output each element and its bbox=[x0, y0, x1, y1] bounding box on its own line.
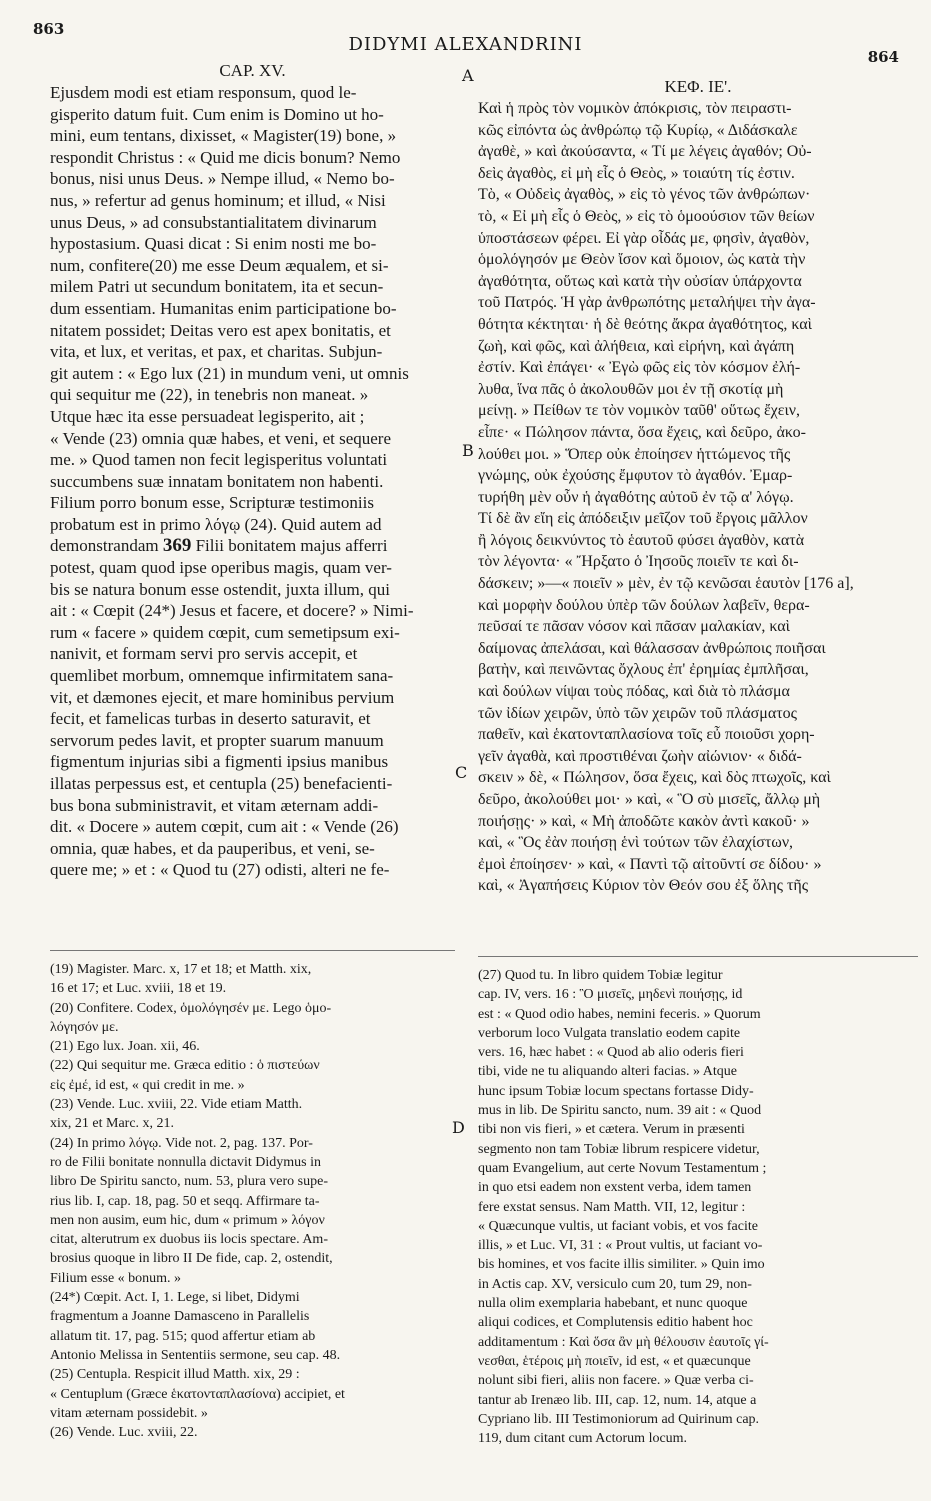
footnotes-right bbox=[478, 966, 918, 1448]
footnote-line: cap. IV, vers. 16 : Ὃ μισεῖς, μηδενὶ ποιήσῃς, id bbox=[478, 987, 743, 1003]
greek-line: λυθα, ἵνα πᾶς ὁ ἀκολουθῶν μοι ἐν τῇ σκοτίᾳ μὴ bbox=[478, 380, 784, 398]
greek-line: Τί δὲ ἂν εἴη εἰς ἀπόδειξιν μεῖζον τοῦ ἔργοις μᾶλλον bbox=[478, 510, 808, 528]
latin-line: illatas perpessus est, et centupla (25) benefacienti- bbox=[50, 774, 393, 793]
footnote-line: εἰς ἐμέ, id est, « qui credit in me. » bbox=[50, 1077, 245, 1093]
greek-line: πεῦσαί τε πᾶσαν νόσον καὶ πᾶσαν μαλακίαν, καὶ bbox=[478, 618, 790, 636]
footnote-line: (20) Confitere. Codex, ὁμολόγησέν με. Lego ὁμο- bbox=[50, 1000, 332, 1016]
greek-line: ζωὴ, καὶ φῶς, καὶ ἀλήθεια, καὶ εἰρήνη, καὶ ἀγάπη bbox=[478, 337, 795, 355]
margin-letter-a: A bbox=[462, 66, 474, 85]
greek-line: τοῦ Πατρός. Ἡ γὰρ ἀνθρωπότης μεταλήψει τὴν ἀγα- bbox=[478, 294, 816, 312]
page-number-left: 863 bbox=[33, 20, 65, 38]
greek-line: ἢ λόγοις δεικνύντος τὸ ἑαυτοῦ φύσει ἀγαθὸν, κατὰ bbox=[478, 531, 805, 549]
greek-line: δαίμονας ἀπελάσαι, καὶ θάλασσαν ἀνθρώποις ποιῆσαι bbox=[478, 639, 826, 657]
latin-line: potest, quam quod ipse operibus magis, quam ver- bbox=[50, 558, 392, 578]
greek-line: καὶ, « Ὃς ἐὰν ποιήσῃ ἑνὶ τούτων τῶν ἐλαχίστων, bbox=[478, 834, 794, 852]
footnote-line: Antonio Melissa in Sententiis sermone, seu cap. 48. bbox=[50, 1347, 341, 1363]
latin-line: hypostasium. Quasi dicat : Si enim nosti me bo- bbox=[50, 234, 377, 254]
footnote-line: Cypriano lib. III Testimoniorum ad Quirinum cap. bbox=[478, 1411, 760, 1427]
greek-line: κῶς εἰπόντα ὡς ἀνθρώπῳ τῷ Κυρίῳ, « Διδάσκαλε bbox=[478, 121, 798, 139]
latin-line: servorum pedes lavit, et propter suarum manuum bbox=[50, 730, 384, 750]
footnote-line: tibi, vide ne tu aliquando alteri facias. » Atque bbox=[478, 1064, 737, 1080]
footnote-line: (19) Magister. Marc. x, 17 et 18; et Matth. xix, bbox=[50, 962, 312, 977]
latin-line: probatum est in primo λόγῳ (24). Quid autem ad bbox=[50, 514, 382, 534]
footnote-line: brosius quoque in libro II De fide, cap. 2, ostendit, bbox=[50, 1251, 333, 1267]
greek-line: καὶ μορφὴν δούλου ὑπὲρ τῶν δούλων λαβεῖν, θερα- bbox=[478, 596, 810, 614]
footnote-divider-left bbox=[50, 950, 455, 951]
greek-text bbox=[478, 98, 918, 897]
greek-line: καὶ, « Ἀγαπήσεις Κύριον τὸν Θεόν σου ἐξ ὅλης τῆς bbox=[478, 877, 809, 895]
latin-line: succumbens suæ innatam bonitatem non habenti. bbox=[50, 471, 384, 491]
margin-letter-d: D bbox=[452, 1118, 465, 1137]
running-head: DIDYMI ALEXANDRINI bbox=[348, 34, 583, 55]
latin-line: num, confitere(20) me esse Deum æqualem, et si- bbox=[50, 255, 389, 275]
page-number-right: 864 bbox=[867, 48, 899, 66]
greek-line: σκειν » δὲ, « Πώλησον, ὅσα ἔχεις, καὶ δὸς πτωχοῖς, καὶ bbox=[478, 769, 831, 787]
footnote-divider-right bbox=[478, 956, 918, 957]
footnote-line: λόγησόν με. bbox=[50, 1019, 119, 1035]
greek-line: ἀγαθὲ, » καὶ ἀκούσαντα, « Τί με λέγεις ἀγαθόν; Οὐ- bbox=[478, 143, 812, 161]
footnote-line: (24) In primo λόγῳ. Vide not. 2, pag. 137. Por- bbox=[50, 1135, 313, 1151]
greek-column bbox=[478, 76, 918, 897]
latin-line: bus bona subministravit, et vitam æternam addi- bbox=[50, 795, 379, 815]
greek-line: λούθει μοι. » Ὅπερ οὐκ ἐποίησεν ἡττώμενος τῆς bbox=[478, 445, 791, 463]
footnote-line: xix, 21 et Marc. x, 21. bbox=[50, 1116, 175, 1132]
footnote-line: verborum loco Vulgata translatio eodem capite bbox=[478, 1025, 741, 1041]
greek-line: εἶπε· « Πώλησον πάντα, ὅσα ἔχεις, καὶ δεῦρο, ἀκο- bbox=[478, 423, 806, 441]
footnote-line: (23) Vende. Luc. xviii, 22. Vide etiam Matth. bbox=[50, 1097, 303, 1113]
footnote-line: in Actis cap. XV, versiculo cum 20, tum 29, non- bbox=[478, 1276, 752, 1292]
latin-column bbox=[50, 60, 455, 881]
footnote-line: tibi non vis fieri, » et cætera. Verum in præsenti bbox=[478, 1122, 745, 1138]
footnote-line: 16 et 17; et Luc. xviii, 18 et 19. bbox=[50, 981, 227, 997]
latin-heading: CAP. XV. bbox=[219, 61, 286, 80]
footnote-line: illis, » et Luc. VI, 31 : « Prout vultis, ut faciant vo- bbox=[478, 1238, 763, 1254]
footnote-line: bis homines, et vos facite illis similiter. » Quin imo bbox=[478, 1257, 765, 1273]
footnote-line: nolunt sibi fieri, aliis non facere. » Quæ verba ci- bbox=[478, 1373, 754, 1389]
greek-line: θότητα κέκτηται· ἡ δὲ θεότης ἄκρα ἀγαθότητος, καὶ bbox=[478, 315, 812, 333]
latin-line bbox=[50, 535, 455, 557]
footnote-line: aliqui codices, et Complutensis editio habent hoc bbox=[478, 1315, 753, 1331]
footnote-line: ro de Filii bonitate nonnulla dictavit Didymus in bbox=[50, 1154, 322, 1170]
footnote-line: allatum tit. 17, pag. 515; quod affertur etiam ab bbox=[50, 1328, 316, 1344]
latin-line: rum « facere » quidem cœpit, cum semetipsum exi- bbox=[50, 622, 400, 642]
latin-line: qui sequitur me (22), in tenebris non maneat. » bbox=[50, 385, 369, 405]
greek-line: Τὸ, « Οὐδεὶς ἀγαθὸς, » εἰς τὸ γένος τῶν ἀνθρώπων· bbox=[478, 186, 811, 204]
footnote-line: « Centuplum (Græce ἑκατονταπλασίονα) accipiet, et bbox=[50, 1386, 345, 1402]
latin-line: figmentum injurias sibi a figmenti ipsius manibus bbox=[50, 752, 389, 772]
latin-text bbox=[50, 82, 455, 881]
footnote-line: quam Evangelium, aut certe Novum Testamentum ; bbox=[478, 1160, 767, 1176]
greek-line: παθεῖν, καὶ ἑκατονταπλασίονα τοῖς εὖ ποιοῦσι χορη- bbox=[478, 726, 815, 744]
latin-line-part: Filii bonitatem majus afferri bbox=[195, 536, 388, 556]
greek-line: τυρήθη μὲν οὖν ἡ ἀγαθότης αὐτοῦ ἐν τῷ α' λόγῳ. bbox=[478, 488, 794, 506]
latin-line: « Vende (23) omnia quæ habes, et veni, et sequere bbox=[50, 428, 392, 448]
footnote-line: in quo etsi eadem non exstent verba, idem tamen bbox=[478, 1180, 752, 1196]
latin-line: quere me; » et : « Quod tu (27) odisti, alteri ne fe- bbox=[50, 860, 390, 880]
latin-line: bonus, nisi unus Deus. » Nempe illud, « Nemo bo- bbox=[50, 169, 395, 189]
latin-line: git autem : « Ego lux (21) in mundum veni, ut omnis bbox=[50, 363, 409, 383]
footnote-line: rius lib. I, cap. 18, pag. 50 et seqq. Affirmare ta- bbox=[50, 1193, 320, 1209]
latin-line: mini, eum tentans, dixisset, « Magister(19) bone, » bbox=[50, 126, 397, 146]
footnote-line: (26) Vende. Luc. xviii, 22. bbox=[50, 1425, 198, 1441]
footnote-line: (21) Ego lux. Joan. xii, 46. bbox=[50, 1039, 200, 1055]
greek-line: ἐμοὶ ἐποίησεν· » καὶ, « Παντὶ τῷ αἰτοῦντί σε δίδου· » bbox=[478, 855, 822, 873]
latin-line: vit, et dæmones ejecit, et mare hominibus pervium bbox=[50, 687, 395, 707]
latin-line: Utque hæc ita esse persuadeat legisperito, ait ; bbox=[50, 406, 365, 426]
footnote-line: additamentum : Καὶ ὅσα ἂν μὴ θέλουσιν ἑαυτοῖς γί- bbox=[478, 1334, 769, 1350]
footnote-line: tantur ab Irenæo lib. III, cap. 12, num. 14, atque a bbox=[478, 1392, 757, 1408]
greek-line: τῶν ἰδίων χειρῶν, ὑπὸ τῶν χειρῶν τοῦ πλάσματος bbox=[478, 704, 797, 722]
footnote-line: νεσθαι, ἑτέροις μὴ ποιεῖν, id est, « et quæcunque bbox=[478, 1353, 751, 1369]
latin-line: nus, » refertur ad genus hominum; et illud, « Nisi bbox=[50, 190, 386, 210]
greek-line: ποιήσῃς· » καὶ, « Μὴ ἀποδῶτε κακὸν ἀντὶ κακοῦ· » bbox=[478, 812, 810, 830]
footnote-line: (27) Quod tu. In libro quidem Tobiæ legitur bbox=[478, 968, 723, 983]
latin-line: Filium porro bonum esse, Scripturæ testimoniis bbox=[50, 493, 374, 513]
greek-line: γνώμης, οὐκ ἐχούσης ἔμφυτον τὸ ἀγαθόν. Ἐμαρ- bbox=[478, 467, 793, 485]
footnote-line: segmento non tam Tobiæ librum respicere videtur, bbox=[478, 1141, 760, 1157]
latin-line: dum essentiam. Humanitas enim participatione bo- bbox=[50, 298, 397, 318]
latin-line: unus Deus, » ad consubstantialitatem divinarum bbox=[50, 212, 377, 232]
footnote-line: men non ausim, eum hic, dum « primum » λόγον bbox=[50, 1212, 325, 1228]
footnote-line: (22) Qui sequitur me. Græca editio : ὁ πιστεύων bbox=[50, 1058, 320, 1074]
latin-line-part: demonstrandam bbox=[50, 536, 159, 556]
greek-line: ὁμολόγησόν με Θεὸν ἴσον καὶ ὅμοιον, ὡς κατὰ τὴν bbox=[478, 251, 806, 269]
latin-line: Ejusdem modi est etiam responsum, quod le- bbox=[50, 83, 357, 102]
footnote-line: nulla olim exemplaria habebant, et nunc quoque bbox=[478, 1296, 748, 1312]
latin-line: quemlibet morbum, omnemque infirmitatem sana- bbox=[50, 666, 394, 686]
latin-line: omnia, quæ habes, et da pauperibus, et veni, se- bbox=[50, 838, 375, 858]
latin-line: me. » Quod tamen non fecit legisperitus voluntati bbox=[50, 450, 388, 470]
column-number: 369 bbox=[162, 535, 192, 557]
greek-line: δεῦρο, ἀκολούθει μοι· » καὶ, « Ὃ σὺ μισεῖς, ἄλλῳ μὴ bbox=[478, 791, 821, 808]
footnote-line: vitam æternam possidebit. » bbox=[50, 1405, 208, 1421]
latin-line: nitatem possidet; Deitas vero est apex bonitatis, et bbox=[50, 320, 391, 340]
latin-line: fecit, et famelicas turbas in deserto saturavit, et bbox=[50, 709, 371, 729]
greek-line: καὶ δούλων νίψαι τοὺς πόδας, καὶ διὰ τὸ πλάσμα bbox=[478, 683, 790, 701]
footnote-line: 119, dum citant cum Actorum locum. bbox=[478, 1431, 688, 1447]
footnote-line: hunc ipsum Tobiæ locum spectans fortasse Didy- bbox=[478, 1083, 754, 1099]
latin-line: vita, et lux, et veritas, et pax, et charitas. Subjun- bbox=[50, 342, 383, 362]
latin-line: dit. « Docere » autem cœpit, cum ait : « Vende (26) bbox=[50, 817, 399, 837]
greek-line: δεὶς ἀγαθὸς, εἰ μὴ εἷς ὁ Θεὸς, » τοιαύτη τίς ἐστιν. bbox=[478, 164, 795, 182]
latin-line: nanivit, et formam servi pro servis accepit, et bbox=[50, 644, 358, 664]
footnote-line: citat, alterutrum ex duobus iis locis spectare. Am- bbox=[50, 1232, 328, 1248]
greek-line: βατὴν, καὶ πεινῶντας ὄχλους ἐπ' ἐρημίας ἐμπλῆσαι, bbox=[478, 661, 809, 679]
footnote-line: vers. 16, hæc habet : « Quod ab alio oderis fieri bbox=[478, 1045, 744, 1061]
margin-letter-c: C bbox=[455, 763, 468, 782]
footnote-line: (25) Centupla. Respicit illud Matth. xix, 29 : bbox=[50, 1367, 300, 1383]
greek-line: τὸ, « Εἰ μὴ εἷς ὁ Θεὸς, » εἰς τὸ ὁμοούσιον τῶν θείων bbox=[478, 207, 815, 225]
footnote-line: libro De Spiritu sancto, num. 53, plura vero supe- bbox=[50, 1174, 329, 1190]
latin-line: milem Patri ut secundum bonitatem, ita et secun- bbox=[50, 277, 384, 297]
greek-heading: ΚΕΦ. ΙΕ'. bbox=[664, 77, 732, 96]
footnote-line: fere exstat sensus. Nam Matth. VII, 12, legitur : bbox=[478, 1199, 746, 1215]
greek-line: ὑποστάσεων φέρει. Εἰ γὰρ οἶδάς με, φησὶν, ἀγαθὸν, bbox=[478, 229, 810, 247]
greek-line: δάσκειν; »—« ποιεῖν » μὲν, ἐν τῷ κενῶσαι ἑαυτὸν [176 a], bbox=[478, 575, 854, 593]
footnote-line: est : « Quod odio habes, nemini feceris. » Quorum bbox=[478, 1006, 761, 1022]
footnote-line: mus in lib. De Spiritu sancto, num. 39 ait : « Quod bbox=[478, 1103, 762, 1119]
greek-line: Καὶ ἡ πρὸς τὸν νομικὸν ἀπόκρισις, τὸν πειραστι- bbox=[478, 100, 792, 117]
latin-line: bis se natura bonum esse ostendit, juxta illum, qui bbox=[50, 579, 390, 599]
footnotes-left bbox=[50, 960, 455, 1442]
footnote-line: (24*) Cœpit. Act. I, 1. Lege, si libet, Didymi bbox=[50, 1290, 300, 1306]
greek-line: ἀγαθότητα, οὕτως καὶ κατὰ τὴν οὐσίαν ὑπάρχοντα bbox=[478, 272, 802, 290]
latin-line: gisperito datum fuit. Cum enim is Domino ut ho- bbox=[50, 104, 384, 124]
margin-letter-b: B bbox=[462, 441, 474, 460]
footnote-line: « Quæcunque vultis, ut faciant vobis, et vos facite bbox=[478, 1218, 758, 1234]
greek-line: τὸν λέγοντα· « Ἤρξατο ὁ Ἰησοῦς ποιεῖν τε καὶ δι- bbox=[478, 553, 799, 571]
footnote-line: fragmentum a Joanne Damasceno in Parallelis bbox=[50, 1309, 310, 1325]
latin-line: ait : « Cœpit (24*) Jesus et facere, et docere? » Nimi- bbox=[50, 601, 414, 621]
latin-line: respondit Christus : « Quid me dicis bonum? Nemo bbox=[50, 147, 401, 167]
footnote-line: Filium esse « bonum. » bbox=[50, 1270, 182, 1286]
greek-line: ἐστίν. Καὶ ἐπάγει· « Ἐγὼ φῶς εἰς τὸν κόσμον ἐλή- bbox=[478, 359, 801, 377]
greek-line: μείνῃ. » Πείθων τε τὸν νομικὸν ταῦθ' οὕτως ἔχειν, bbox=[478, 402, 801, 420]
greek-line: γεῖν ἀγαθὰ, καὶ προστιθέναι ζωὴν αἰώνιον· « διδά- bbox=[478, 747, 802, 765]
